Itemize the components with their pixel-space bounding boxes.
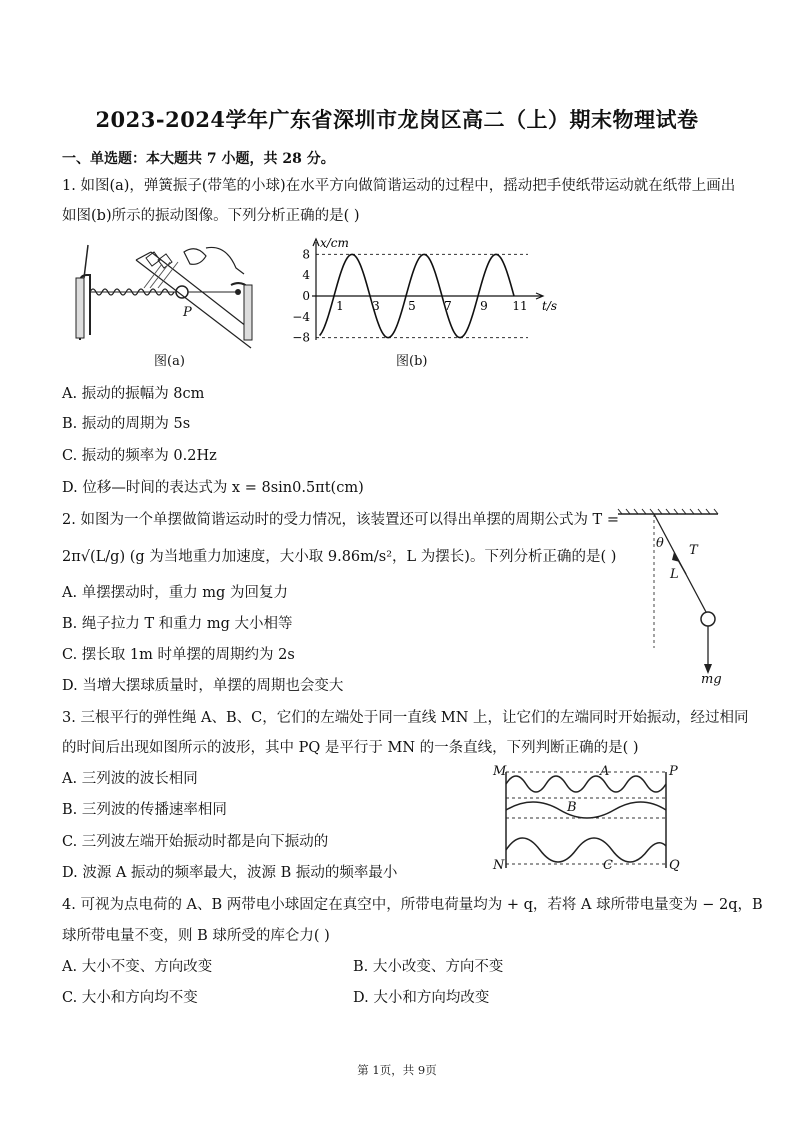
q2-option-a: A. 单摆摆动时，重力 mg 为回复力 — [62, 585, 288, 601]
q3-label-p: P — [669, 764, 678, 779]
q2-label-theta: θ — [656, 536, 664, 551]
chart-y-tick-label: −8 — [292, 330, 310, 345]
q2-label-tension: T — [689, 543, 698, 558]
q1-fig-b-caption: 图(b) — [396, 354, 428, 369]
q4-option-a: A. 大小不变、方向改变 — [62, 959, 213, 975]
q1-stem-line2: 如图(b)所示的振动图像。下列分析正确的是( ) — [62, 208, 360, 224]
q3-option-b: B. 三列波的传播速率相同 — [62, 802, 227, 818]
q3-stem-line2: 的时间后出现如图所示的波形，其中 PQ 是平行于 MN 的一条直线，下列判断正确的是( ) — [62, 740, 639, 756]
q3-option-d: D. 波源 A 振动的频率最大，波源 B 振动的频率最小 — [62, 865, 398, 881]
q2-option-d: D. 当增大摆球质量时，单摆的周期也会变大 — [62, 678, 344, 694]
chart-x-tick-label: 11 — [512, 299, 528, 313]
page-title: 2023-2024学年广东省深圳市龙岗区高二（上）期末物理试卷 — [95, 107, 699, 132]
chart-y-label: x/cm — [320, 236, 349, 250]
section-heading: 一、单选题：本大题共 7 小题，共 28 分。 — [62, 151, 335, 167]
q4-option-b: B. 大小改变、方向不变 — [353, 959, 504, 975]
q4-stem-line1: 4. 可视为点电荷的 A、B 两带电小球固定在真空中，所带电荷量均为 + q，若将 A 球所带电量变为 − 2q，B — [62, 897, 763, 913]
chart-y-tick-label: −4 — [292, 309, 310, 324]
chart-y-tick-label: 8 — [302, 247, 310, 262]
q1-figure-b-chart — [280, 236, 558, 352]
q2-stem-line2: 2π√(L/g) (g 为当地重力加速度，大小取 9.86m/s²，L 为摆长)。下列分析正确的是( ) — [62, 549, 617, 565]
q3-label-c: C — [603, 858, 613, 873]
q3-label-n: N — [493, 858, 505, 873]
q2-stem-line1: 2. 如图为一个单摆做简谐运动时的受力情况，该装置还可以得出单摆的周期公式为 T = — [62, 512, 619, 528]
q3-option-c: C. 三列波左端开始振动时都是向下振动的 — [62, 834, 329, 850]
q2-option-b: B. 绳子拉力 T 和重力 mg 大小相等 — [62, 616, 293, 632]
q1-stem-line1: 1. 如图(a)，弹簧振子(带笔的小球)在水平方向做简谐运动的过程中，摇动把手使纸带运动就在纸带上画出 — [62, 178, 736, 194]
q4-option-d: D. 大小和方向均改变 — [353, 990, 490, 1006]
q1-fig-a-label-p: P — [183, 305, 192, 320]
q2-label-length: L — [670, 567, 679, 582]
q3-label-b: B — [567, 800, 577, 815]
q1-option-b: B. 振动的周期为 5s — [62, 416, 191, 432]
page-footer: 第 1页，共 9页 — [357, 1063, 437, 1077]
q3-label-q: Q — [669, 858, 680, 873]
q1-fig-a-caption: 图(a) — [154, 354, 185, 369]
chart-x-tick-label: 7 — [444, 299, 452, 313]
chart-x-tick-label: 1 — [336, 299, 344, 313]
chart-x-label: t/s — [542, 299, 558, 313]
q3-label-a: A — [600, 764, 610, 779]
q3-label-m: M — [493, 764, 507, 779]
q1-option-c: C. 振动的频率为 0.2Hz — [62, 448, 217, 464]
chart-y-tick-label: 4 — [302, 268, 310, 283]
q2-option-c: C. 摆长取 1m 时单摆的周期约为 2s — [62, 647, 295, 663]
q2-pendulum-figure — [618, 508, 728, 688]
q4-option-c: C. 大小和方向均不变 — [62, 990, 198, 1006]
chart-y-tick-label: 0 — [302, 289, 310, 303]
q3-waves-figure — [490, 764, 690, 874]
chart-x-tick-label: 9 — [480, 299, 488, 313]
q1-option-a: A. 振动的振幅为 8cm — [62, 386, 205, 402]
q2-label-mg: mg — [701, 672, 722, 687]
chart-x-tick-label: 5 — [408, 299, 416, 313]
q3-stem-line1: 3. 三根平行的弹性绳 A、B、C，它们的左端处于同一直线 MN 上，让它们的左端同时开始振动，经过相同 — [62, 710, 749, 726]
q4-stem-line2: 球所带电量不变，则 B 球所受的库仑力( ) — [62, 928, 330, 944]
chart-x-tick-label: 3 — [372, 299, 380, 313]
q1-option-d: D. 位移—时间的表达式为 x = 8sin0.5πt(cm) — [62, 480, 364, 496]
q3-option-a: A. 三列波的波长相同 — [62, 771, 198, 787]
